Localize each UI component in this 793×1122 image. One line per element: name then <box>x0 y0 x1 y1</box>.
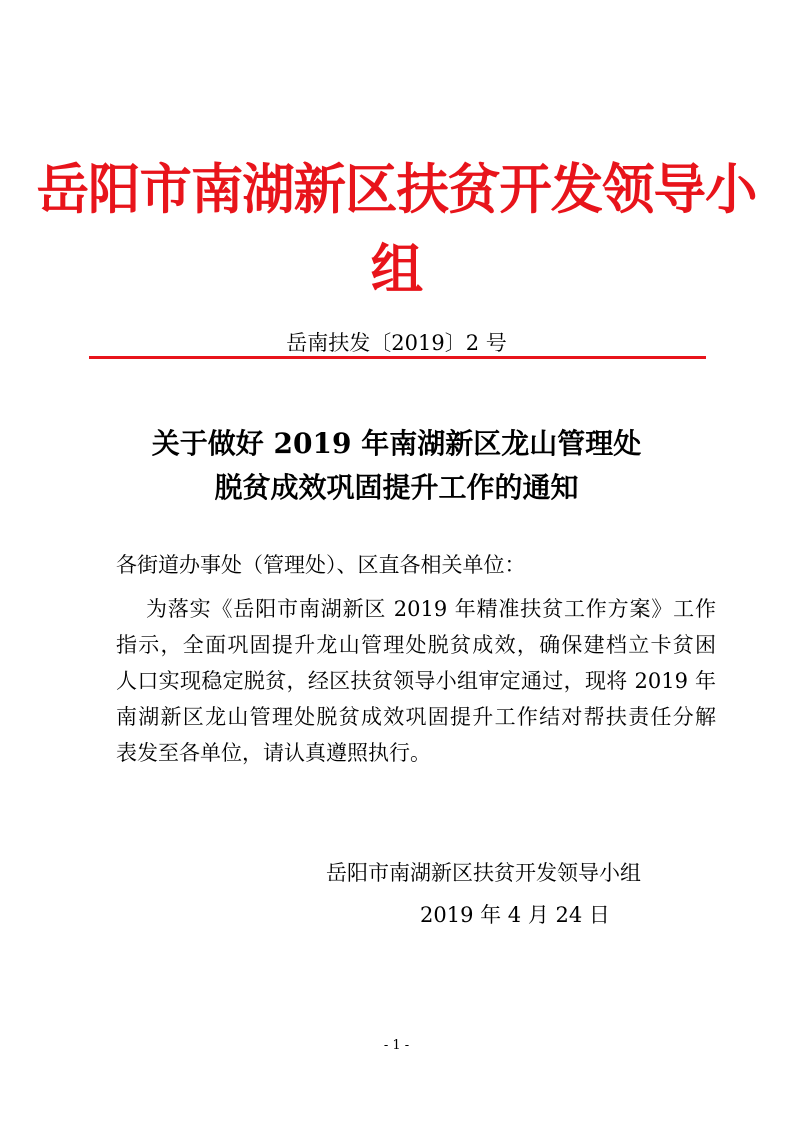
signature-date: 2019 年 4 月 24 日 <box>420 903 610 927</box>
body-line: 为落实《岳阳市南湖新区 2019 年精准扶贫工作方案》工作 <box>146 597 716 621</box>
document-title-line-2: 脱贫成效巩固提升工作的通知 <box>214 471 579 504</box>
issuer-header: 岳阳市南湖新区扶贫开发领导小组 <box>36 158 757 301</box>
body-paragraph <box>116 591 716 771</box>
body-line: 南湖新区龙山管理处脱贫成效巩固提升工作结对帮扶责任分解 <box>116 705 716 729</box>
page-number: - 1 - <box>383 1038 410 1053</box>
document-title-line-1: 关于做好 2019 年南湖新区龙山管理处 <box>151 427 642 460</box>
red-divider-line <box>89 356 706 359</box>
body-line: 人口实现稳定脱贫，经区扶贫领导小组审定通过，现将 2019 年 <box>116 669 716 693</box>
body-line: 指示，全面巩固提升龙山管理处脱贫成效，确保建档立卡贫困 <box>116 633 716 657</box>
signature-org: 岳阳市南湖新区扶贫开发领导小组 <box>326 861 641 885</box>
document-title <box>0 422 793 510</box>
body-line: 表发至各单位，请认真遵照执行。 <box>116 741 431 765</box>
document-number: 岳南扶发〔2019〕2 号 <box>286 331 507 355</box>
addressee: 各街道办事处（管理处）、区直各相关单位： <box>116 553 526 577</box>
